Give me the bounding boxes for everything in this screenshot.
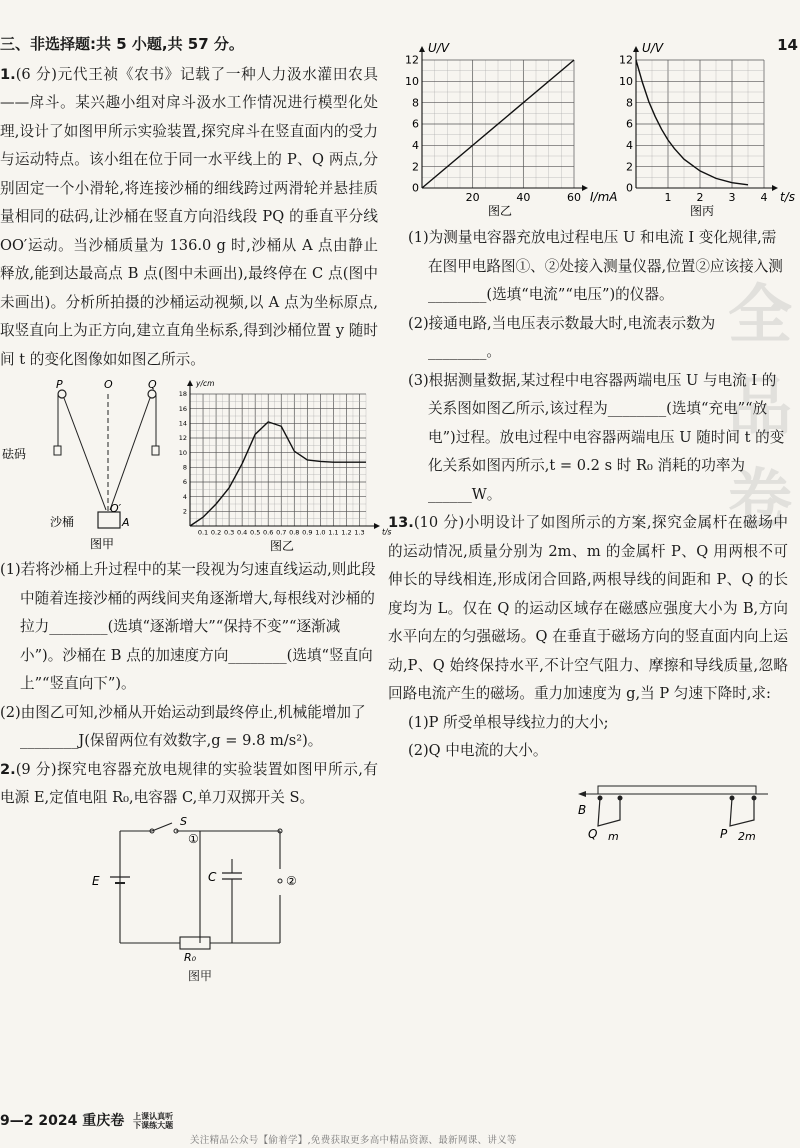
y-tick-label: 16	[178, 404, 187, 413]
question-11-stem: (6 分)元代王祯《农书》记载了一种人力汲水灌田农具——戽斗。某兴趣小组对戽斗汲水工作情况进行模型化处理,设计了如图甲所示实验装置,探究戽斗在竖直面内的受力与运动特点。该小组在位于同一水平线上的 P、Q 两点,分别固定一个小滑轮,将连接沙桶的细线跨过两滑轮并悬挂质量相同的砝码,让沙桶在竖直方向沿线段 PQ 的垂直平分线 OO′运动。当沙桶质量为 136.0 g 时,沙桶从 A 点由静止释放,能到达最高点 B 点(图中未画出),最终停在 C 点(图中未画出)。分析所拍摄的沙桶运动视频,以 A 点为坐标原点,取竖直向上为正方向,建立直角坐标系,得到沙桶位置 y 随时间 t 的变化图像如如图乙所示。	[0, 65, 378, 368]
series-line	[636, 60, 748, 185]
y-tick-label: 18	[178, 390, 187, 399]
question-11-number: 1.	[0, 65, 16, 83]
x-tick-label: 0.4	[236, 528, 248, 537]
marker-1: ①	[188, 831, 199, 846]
label-s: S	[180, 814, 187, 828]
y-tick-label: 2	[182, 507, 187, 516]
y-tick-label: 12	[619, 53, 633, 67]
section-title: 三、非选择题:共 5 小题,共 57 分。	[0, 35, 244, 53]
x-tick-label: 0.1	[197, 528, 209, 537]
x-tick-label: 0.5	[250, 528, 261, 537]
label-o-prime: O′	[110, 502, 122, 515]
question-11-part-2: (2)由图乙可知,沙桶从开始运动到最终停止,机械能增加了________J(保留两位有效数字,g = 9.8 m/s²)。	[0, 703, 366, 749]
y-tick-label: 2	[412, 160, 419, 174]
x-axis-label: t/s	[780, 190, 795, 204]
label-p: P	[56, 378, 63, 391]
y-tick-label: 10	[619, 75, 633, 88]
figure-jia-caption: 图甲	[90, 537, 115, 551]
y-tick-label: 0	[412, 181, 419, 195]
footer	[0, 1104, 800, 1148]
y-tick-label: 14	[178, 419, 187, 428]
chart-y-t	[179, 379, 392, 537]
footer-left	[0, 1110, 173, 1130]
y-axis-arrow	[187, 380, 193, 386]
question-13	[388, 509, 788, 709]
y-tick-label: 4	[626, 139, 633, 152]
y-tick-label: 8	[626, 96, 633, 110]
y-tick-label: 6	[412, 117, 419, 131]
x-tick-label: 0.8	[289, 528, 300, 537]
label-e: E	[92, 873, 100, 888]
question-12-part-2: (2)接通电路,当电压表示数最大时,电流表示数为________。	[408, 314, 716, 360]
question-11	[0, 61, 378, 375]
rod-diagram	[578, 776, 778, 852]
footer-note: 关注精品公众号【偷着学】,免费获取更多高中精品资源、最新网课、讲义等	[190, 1135, 517, 1146]
x-axis-label: t/s	[382, 527, 392, 537]
right-column	[388, 224, 788, 852]
x-axis-arrow	[374, 523, 380, 529]
y-axis-label: y/cm	[196, 379, 215, 388]
label-mass-2m: 2m	[738, 829, 756, 843]
charts-top-right	[400, 36, 800, 226]
question-12-part-3: (3)根据测量数据,某过程中电容器两端电压 U 与电流 I 的关系图如图乙所示,该过程为________(选填“充电”“放电”)过程。放电过程中电容器两端电压 U 随时间 t 的变化关系如图丙所示,t = 0.2 s 时 R₀ 消耗的功率为______W。	[408, 371, 785, 503]
y-tick-label: 0	[626, 181, 633, 195]
x-tick-label: 3	[728, 191, 736, 204]
x-tick-label: 1.1	[328, 528, 339, 537]
question-13-stem: (10 分)小明设计了如图所示的方案,探究金属杆在磁场中的运动情况,质量分别为 2m、m 的金属杆 P、Q 用两根不可伸长的导线相连,形成闭合回路,两根导线的间距和 P、Q 的长度均为 L。仅在 Q 的运动区域存在磁感应强度大小为 B,方向水平向左的匀强磁场。Q 在垂直于磁场方向的竖直面内向上运动,P、Q 始终保持水平,不计空气阻力、摩擦和导线质量,忽略回路电流产生的磁场。重力加速度为 g,当 P 匀速下降时,求:	[388, 514, 788, 702]
x-tick-label: 0.3	[223, 528, 235, 537]
brand-line-1: 上课认真听	[133, 1112, 174, 1121]
y-tick-label: 4	[412, 139, 419, 152]
label-r0: R₀	[184, 950, 197, 964]
y-tick-label: 10	[405, 75, 419, 88]
x-tick-label: 40	[516, 191, 531, 204]
figure-yi-caption: 图乙	[270, 539, 295, 553]
x-axis-arrow	[772, 185, 778, 191]
x-tick-label: 1.2	[341, 528, 352, 537]
y-tick-label: 8	[182, 463, 187, 472]
x-tick-label: 4	[760, 191, 768, 204]
apparatus-diagram	[0, 378, 180, 554]
label-o: O	[104, 378, 113, 391]
label-weight: 砝码	[2, 447, 27, 461]
label-rod-p: P	[720, 826, 728, 841]
y-axis-arrow	[419, 46, 425, 52]
label-b: B	[578, 802, 587, 817]
watermark: 全品卷	[728, 278, 792, 537]
y-axis-arrow	[633, 46, 639, 52]
x-axis-label: I/mA	[590, 190, 618, 204]
x-tick-label: 1.3	[354, 528, 365, 537]
yt-chart	[174, 378, 392, 554]
chart-u-t	[619, 41, 795, 218]
y-tick-label: 6	[626, 117, 633, 131]
y-tick-label: 6	[182, 478, 187, 487]
label-c: C	[208, 869, 217, 884]
y-tick-label: 2	[626, 160, 633, 174]
label-mass-m: m	[608, 829, 619, 843]
x-tick-label: 1.0	[315, 528, 326, 537]
question-13-number: 13.	[388, 514, 414, 531]
chart-u-i	[405, 41, 617, 218]
x-tick-label: 0.2	[210, 528, 222, 537]
x-tick-label: 0.6	[263, 528, 274, 537]
question-12-number: 2.	[0, 760, 16, 778]
x-tick-label: 0.7	[276, 528, 287, 537]
y-axis-label: U/V	[428, 41, 450, 55]
question-12	[0, 756, 378, 813]
circuit-caption: 图甲	[188, 968, 213, 983]
question-13-part-1: (1)P 所受单根导线拉力的大小;	[408, 713, 609, 731]
footer-exam-label: 9—2 2024 重庆卷	[0, 1113, 125, 1129]
circuit-diagram	[80, 814, 320, 969]
question-12-part-1: (1)为测量电容器充放电过程电压 U 和电流 I 变化规律,需在图甲电路图①、②处接入测量仪器,位置②应该接入测________(选填“电流”“电压”)的仪器。	[408, 229, 783, 303]
x-tick-label: 20	[465, 191, 480, 204]
x-tick-label: 1	[664, 191, 672, 204]
y-tick-label: 12	[405, 53, 419, 67]
chart-caption: 图丙	[690, 204, 715, 218]
x-tick-label: 2	[696, 191, 704, 204]
question-12-stem: (9 分)探究电容器充放电规律的实验装置如图甲所示,有电源 E,定值电阻 R₀,电容器 C,单刀双掷开关 S。	[0, 760, 378, 806]
marker-2: ②	[286, 873, 297, 888]
x-axis-arrow	[582, 185, 588, 191]
label-q: Q	[148, 378, 157, 391]
label-bucket: 沙桶	[50, 515, 75, 529]
question-13-part-2: (2)Q 中电流的大小。	[408, 742, 548, 759]
question-11-part-1: (1)若将沙桶上升过程中的某一段视为匀速直线运动,则此段中随着连接沙桶的两线间夹角逐渐增大,每根线对沙桶的拉力________(选填“逐渐增大”“保持不变”“逐渐减小”)。沙桶在 B 点的加速度方向________(选填“竖直向上”“竖直向下”)。	[0, 561, 376, 692]
y-axis-label: U/V	[642, 41, 664, 55]
y-tick-label: 8	[412, 96, 419, 110]
y-tick-label: 4	[182, 492, 187, 501]
left-column	[0, 30, 392, 983]
chart-caption: 图乙	[488, 204, 513, 218]
y-tick-label: 10	[178, 448, 187, 457]
x-tick-label: 60	[567, 191, 581, 204]
footer-brand	[133, 1112, 173, 1130]
label-rod-q: Q	[588, 826, 598, 841]
label-a: A	[122, 516, 130, 529]
x-tick-label: 0.9	[302, 528, 313, 537]
brand-line-2: 下课练大题	[133, 1121, 174, 1130]
y-tick-label: 12	[178, 434, 187, 443]
page-number: 14	[777, 36, 798, 54]
figure-row-q11	[0, 378, 392, 556]
